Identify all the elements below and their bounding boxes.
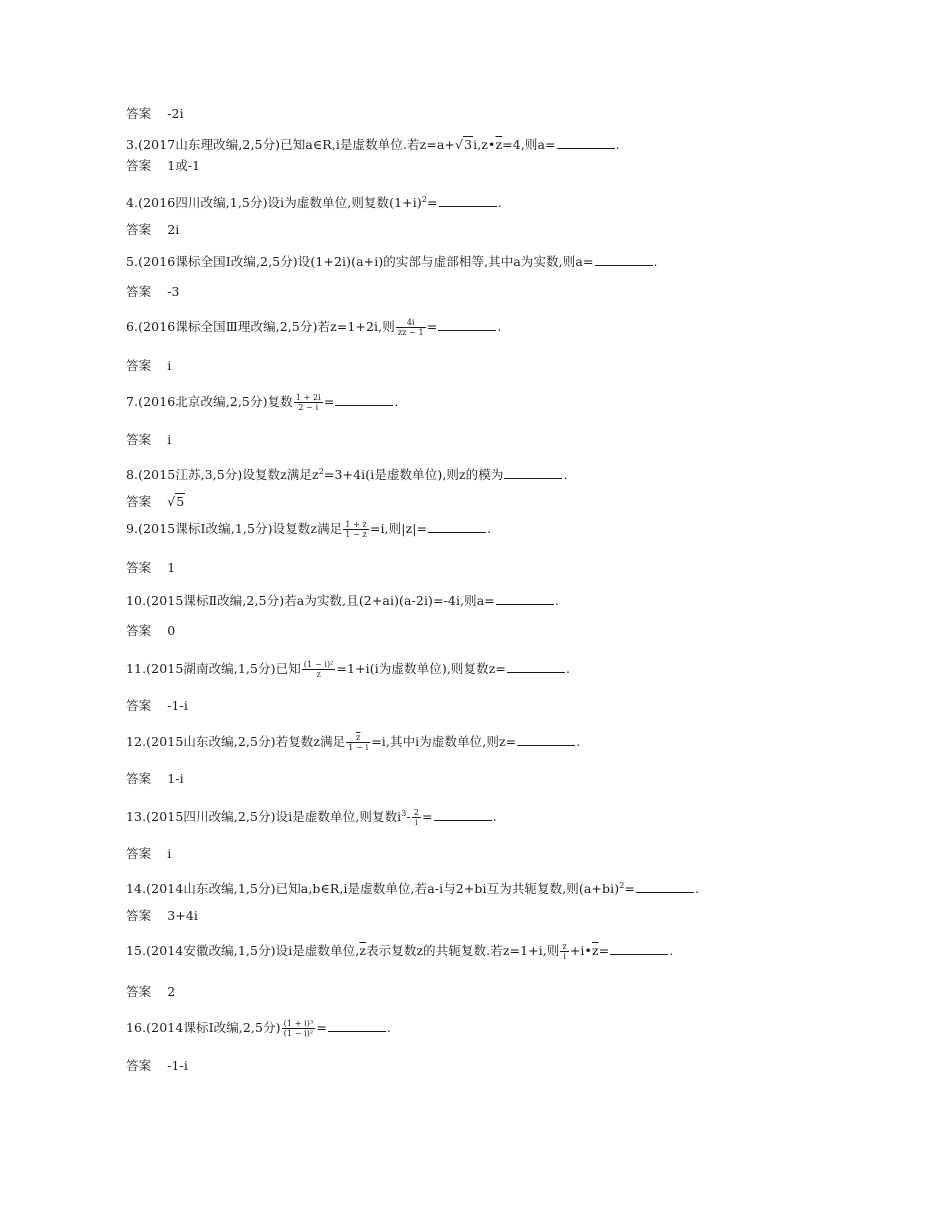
question-12: 12.(2015山东改编,2,5分)若复数z满足 $\frac{\overline{z}}{1 - i}$ =i,其中i为虚数单位,则z= . [126,733,581,752]
answer-blank [335,394,393,406]
answer-label: 答案 [126,494,152,509]
question-text: =4,则a= [502,137,556,152]
answer-value: -1-i [167,698,189,713]
question-6: 6.(2016课标全国Ⅲ理改编,2,5分)若z=1+2i,则 $\frac{4i}{zz - 1}$ = . [126,318,502,337]
answer-blank [636,881,694,893]
answer-blank [438,319,496,331]
fraction: $\frac{\text{(1 − i)²}}{z}$ [303,660,334,679]
question-text: 10.(2015课标Ⅱ改编,2,5分)若a为实数,且(2+ai)(a-2i)=-4i,则a= [126,593,495,608]
answer-label: 答案 [126,284,152,299]
conjugate-z: $\overline{z}$ [495,137,503,152]
answer-value: -1-i [167,1058,189,1073]
answer-label: 答案 [126,158,152,173]
answer-line-11 [126,698,188,714]
question-text: i,z• [473,137,496,152]
answer-value: 0 [167,623,176,638]
fraction: $\frac{2}{i}$ [413,808,420,827]
question-text: 5.(2016课标全国Ⅰ改编,2,5分)设(1+2i)(a+i)的实部与虚部相等,其中a为实数,则a= [126,254,594,269]
answer-blank [610,943,668,955]
answer-blank [504,467,562,479]
answer-line-8 [126,494,185,510]
question-13: 13.(2015四川改编,2,5分)设i是虚数单位,则复数$i^3-$ $\frac{2}{i}$ = . [126,808,497,827]
fraction: $\frac{4i}{zz - 1}$ [397,318,424,337]
question-text: 11.(2015湖南改编,1,5分)已知 [126,661,301,676]
question-14: 14.(2014山东改编,1,5分)已知a,b∈R,i是虚数单位,若a-i与2+bi互为共轭复数,则$(a+bi)^2=$ . [126,881,700,896]
answer-label: 答案 [126,560,152,575]
answer-sqrt: √5 [167,494,185,509]
answer-value: -2i [167,106,184,121]
equals: = [316,1020,327,1035]
answer-blank [328,1020,386,1032]
answer-value: 1-i [167,771,184,786]
question-3: 3.(2017山东理改编,2,5分)已知a∈R,i是虚数单位.若$z=a+√3i,z•\overline{z}=4$,则a= . [126,137,620,152]
question-text: =3+4i(i是虚数单位),则z的模为 [323,467,504,482]
answer-value: i [167,358,172,373]
answer-label: 答案 [126,846,152,861]
question-text: +i• [569,943,592,958]
fraction: $\frac{z}{i}$ [562,942,567,961]
equals: = [427,195,438,210]
superscript: 2 [619,881,625,890]
question-text: 3.(2017山东理改编,2,5分)已知a∈R,i是虚数单位.若z=a+ [126,137,455,152]
question-text: 9.(2015课标Ⅰ改编,1,5分)设复数z满足 [126,521,343,536]
superscript: 2 [421,195,427,204]
answer-line-4 [126,222,179,238]
question-text: =i,则|z|= [369,521,428,536]
answer-label: 答案 [126,1058,152,1073]
answer-line-15 [126,984,175,1000]
answer-label: 答案 [126,771,152,786]
question-5: 5.(2016课标全国Ⅰ改编,2,5分)设(1+2i)(a+i)的实部与虚部相等,其中a为实数,则a= . [126,254,658,269]
fraction: $\frac{1 + 2i}{2 - i}$ [295,393,321,412]
answer-blank [439,195,497,207]
question-text: 14.(2014山东改编,1,5分)已知a,b∈R,i是虚数单位,若a-i与2+bi互为共轭复数,则(a+bi) [126,881,620,896]
answer-label: 答案 [126,698,152,713]
answer-label: 答案 [126,432,152,447]
question-8: 8.(2015江苏,3,5分)设复数z满足$z^2=3+4i(i$是虚数单位),则z的模为 . [126,467,568,482]
equals: = [624,881,635,896]
answer-value: 2 [167,984,176,999]
fraction: $\frac{1 + z}{1 - z}$ [345,520,367,539]
question-text: =i,其中i为虚数单位,则z= [371,734,517,749]
answer-label: 答案 [126,222,152,237]
question-text: 7.(2016北京改编,2,5分)复数 [126,394,293,409]
answer-line-14 [126,908,198,924]
superscript: 2 [318,467,324,476]
conjugate-z: $\overline{z}$ [591,943,599,958]
fraction: $\frac{\text{(1 + i)³}}{\text{(1 − i)²}}$ [283,1019,314,1038]
answer-line-12 [126,771,184,787]
answer-line-top [126,106,184,122]
answer-value: i [167,432,172,447]
question-7: 7.(2016北京改编,2,5分)复数 $\frac{1 + 2i}{2 - i}$ = . [126,393,399,412]
question-text: 4.(2016四川改编,1,5分)设i为虚数单位,则复数(1+i) [126,195,422,210]
question-text: 13.(2015四川改编,2,5分)设i是虚数单位,则复数i [126,809,402,824]
question-text: 表示复数z的共轭复数.若z=1+i,则 [366,943,560,958]
answer-label: 答案 [126,106,152,121]
question-text: 15.(2014安徽改编,1,5分)设i是虚数单位, [126,943,360,958]
answer-line-10 [126,623,175,639]
answer-label: 答案 [126,908,152,923]
question-text: 8.(2015江苏,3,5分)设复数z满足z [126,467,319,482]
equals: = [422,809,433,824]
question-text: 16.(2014课标Ⅰ改编,2,5分) [126,1020,281,1035]
answer-value: i [167,846,172,861]
question-text: 12.(2015山东改编,2,5分)若复数z满足 [126,734,346,749]
answer-line-3 [126,158,200,174]
question-9: 9.(2015课标Ⅰ改编,1,5分)设复数z满足 $\frac{1 + z}{1 - z}$ =i,则|z|= . [126,520,492,539]
answer-value: -3 [167,284,180,299]
answer-label: 答案 [126,984,152,999]
question-text: 6.(2016课标全国Ⅲ理改编,2,5分)若z=1+2i,则 [126,319,395,334]
conjugate-z: $\overline{z}$ [359,943,367,958]
answer-blank [428,521,486,533]
answer-line-13 [126,846,171,862]
equals: = [598,943,610,958]
equals: = [323,394,335,409]
equals: = [426,319,438,334]
answer-value: 1或-1 [167,158,201,173]
answer-blank [557,137,615,149]
question-text: - [406,809,411,824]
answer-blank [496,593,554,605]
answer-line-7 [126,432,171,448]
answer-value: 1 [167,560,176,575]
answer-line-6 [126,358,171,374]
answer-label: 答案 [126,623,152,638]
answer-blank [517,734,575,746]
sqrt: √3 [455,137,473,152]
answer-line-5 [126,284,180,300]
answer-label: 答案 [126,358,152,373]
question-11: 11.(2015湖南改编,1,5分)已知 $\frac{\text{(1 − i)²}}{z}$ =1+i(i为虚数单位),则复数z= . [126,660,571,679]
question-text: =1+i(i为虚数单位),则复数z= [336,661,506,676]
superscript: 3 [401,809,407,818]
answer-line-16 [126,1058,188,1074]
answer-line-9 [126,560,175,576]
question-16: 16.(2014课标Ⅰ改编,2,5分) $\frac{\text{(1 + i)³}}{\text{(1 − i)²}}$ = . [126,1019,391,1038]
answer-value: 2i [167,222,180,237]
answer-blank [507,661,565,673]
answer-value: 3+4i [167,908,198,923]
answer-blank [595,254,653,266]
question-15: 15.(2014安徽改编,1,5分)设i是虚数单位$,\overline{z}$表示复数z的共轭复数.若z=1+i,则 $\frac{z}{i}$ $+i•\overline{z}=$ . [126,942,674,961]
question-10: 10.(2015课标Ⅱ改编,2,5分)若a为实数,且(2+ai)(a-2i)=-4i,则a= . [126,593,559,608]
question-4: 4.(2016四川改编,1,5分)设i为虚数单位,则复数$(1+i)^2=$ . [126,195,502,210]
answer-blank [434,809,492,821]
fraction: $\frac{\overline{z}}{1 - i}$ [348,733,369,752]
